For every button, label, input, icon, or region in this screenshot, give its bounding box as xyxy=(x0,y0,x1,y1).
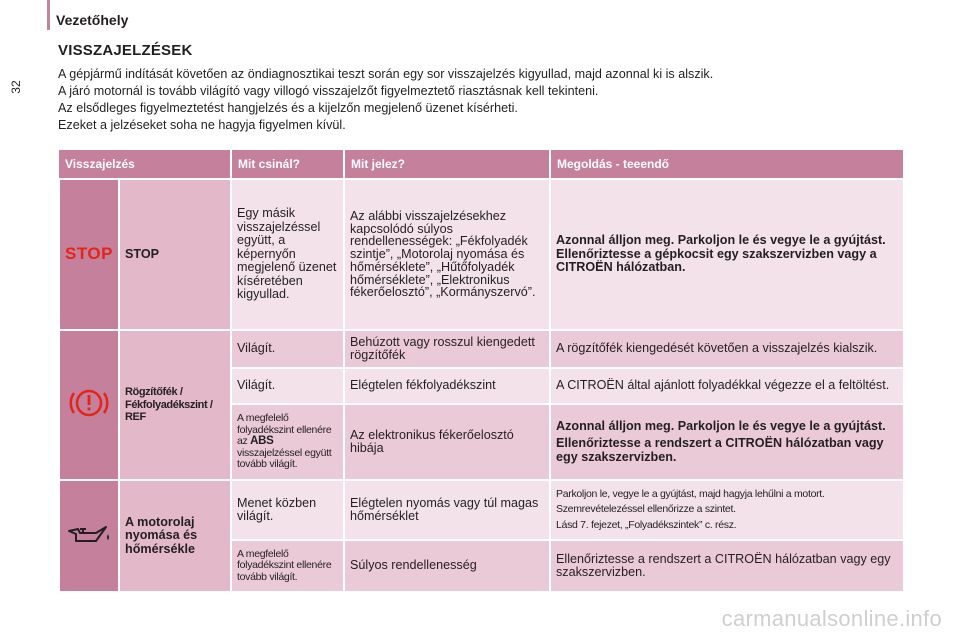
oil-row1-means: Elégtelen nyomás vagy túl magas hőmérséklet xyxy=(344,480,550,540)
header-means: Mit jelez? xyxy=(344,150,550,179)
brake-row3-does-text-2: visszajelzéssel együtt tovább világít. xyxy=(237,446,332,471)
header-action: Megoldás - teeendő xyxy=(550,150,904,179)
warning-lights-table xyxy=(58,150,905,593)
stop-name: STOP xyxy=(119,179,231,330)
table-header-row xyxy=(59,150,904,179)
oil-row2-means: Súlyos rendellenesség xyxy=(344,540,550,592)
brake-row2-action: A CITROËN által ajánlott folyadékkal végezze el a feltöltést. xyxy=(550,368,904,404)
oil-row1-action xyxy=(550,480,904,540)
oil-row1-action-2: Szemrevételezéssel ellenőrizze a szintet. xyxy=(556,503,736,516)
section-title: Vezetőhely xyxy=(56,12,129,28)
stop-action: Azonnal álljon meg. Parkoljon le és vegye le a gyújtást. Ellenőriztesse a gépkocsit egy szakszervizben vagy a CITROËN hálózatban. xyxy=(550,179,904,330)
brake-row1-means: Behúzott vagy rosszul kiengedett rögzítőfék xyxy=(344,330,550,368)
oil-row1-action-1: Parkoljon le, vegye le a gyújtást, majd hagyja lehűlni a motort. xyxy=(556,487,825,500)
table-row-brake-1 xyxy=(59,330,904,368)
brake-name: Rögzítőfék / Fékfolyadékszint / REF xyxy=(119,330,231,480)
intro-line: A járó motornál is tovább világító vagy villogó visszajelzőt figyelmeztető riasztásnak kell tekinteni. xyxy=(58,84,599,98)
brake-row3-action-1: Azonnal álljon meg. Parkoljon le és vegye le a gyújtást. xyxy=(556,418,886,433)
stop-icon-cell xyxy=(59,179,119,330)
page-heading: VISSZAJELZÉSEK xyxy=(58,42,193,59)
header-indicator: Visszajelzés xyxy=(59,150,231,179)
intro-line: A gépjármű indítását követően az öndiagnosztikai teszt során egy sor visszajelzés kigyullad, majd azonnal ki is alszik. xyxy=(58,67,714,81)
brake-row2-means: Elégtelen fékfolyadékszint xyxy=(344,368,550,404)
oil-pressure-icon xyxy=(66,521,112,547)
brake-row1-does: Világít. xyxy=(231,330,344,368)
brake-icon-cell xyxy=(59,330,119,480)
intro-text xyxy=(58,66,938,134)
abs-label: ABS xyxy=(250,435,274,448)
stop-means: Az alábbi visszajelzésekhez kapcsolódó súlyos rendellenességek: „Fékfolyadék szintje”, „Motorolaj nyomása és hőmérséklete”, „Hűtőfolyadék hőmérséklete”, „Elektronikus fékerőelosztó”, „Kormányszervó”. xyxy=(344,179,550,330)
intro-line: Az elsődleges figyelmeztetést hangjelzés és a kijelzőn megjelenő üzenet kísérheti. xyxy=(58,101,518,115)
oil-icon-cell xyxy=(59,480,119,592)
brake-warning-icon xyxy=(67,385,111,421)
oil-row1-does: Menet közben világít. xyxy=(231,480,344,540)
intro-line: Ezeket a jelzéseket soha ne hagyja figyelmen kívül. xyxy=(58,118,346,132)
table-row-stop xyxy=(59,179,904,330)
brake-row3-does xyxy=(231,404,344,480)
watermark: carmanualsonline.info xyxy=(721,606,942,631)
table-row-oil-1 xyxy=(59,480,904,540)
brake-row3-means: Az elektronikus fékerőelosztó hibája xyxy=(344,404,550,480)
brake-row3-action xyxy=(550,404,904,480)
oil-row2-action: Ellenőriztesse a rendszert a CITROËN hálózatban vagy egy szakszervizben. xyxy=(550,540,904,592)
page-number: 32 xyxy=(9,80,23,94)
oil-name: A motorolaj nyomása és hőmérsékle xyxy=(119,480,231,592)
brake-row3-does-text: A megfelelő folyadékszint ellenére az xyxy=(237,412,332,448)
oil-row2-does: A megfelelő folyadékszint ellenére tovább világít. xyxy=(231,540,344,592)
brake-row1-action: A rögzítőfék kiengedését követően a visszajelzés kialszik. xyxy=(550,330,904,368)
header-does: Mit csinál? xyxy=(231,150,344,179)
stop-does: Egy másik visszajelzéssel együtt, a képernyőn megjelenő üzenet kíséretében kigyullad. xyxy=(231,179,344,330)
margin-bar xyxy=(47,0,50,30)
stop-warning-icon: STOP xyxy=(65,243,113,263)
brake-row3-action-2: Ellenőriztesse a rendszert a CITROËN hálózatban vagy egy szakszervizben. xyxy=(556,436,884,464)
brake-row2-does: Világít. xyxy=(231,368,344,404)
oil-row1-action-3: Lásd 7. fejezet, „Folyadékszintek” c. rész. xyxy=(556,518,737,531)
